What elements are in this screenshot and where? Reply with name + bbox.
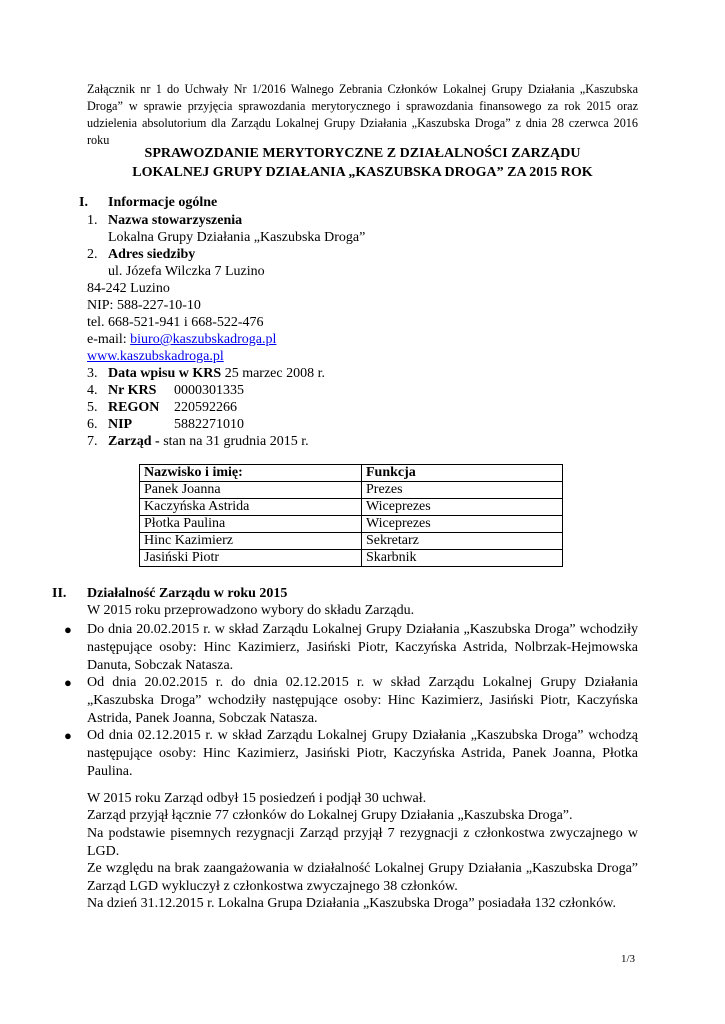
- item-label: Zarząd -: [108, 434, 160, 449]
- table-row: [140, 482, 563, 499]
- item-number: 5.: [87, 400, 98, 415]
- item-label: NIP: [108, 417, 133, 432]
- section-1-numeral: I.: [79, 195, 88, 210]
- item-label: Nr KRS: [108, 383, 157, 398]
- item-label: Data wpisu w KRS: [108, 366, 222, 381]
- item-number: 2.: [87, 247, 98, 262]
- info-item-3: [87, 365, 325, 382]
- bullet-icon: ●: [64, 675, 72, 690]
- section-2-numeral: II.: [52, 586, 67, 601]
- bullet-icon: ●: [64, 728, 72, 743]
- member-function: Wiceprezes: [362, 516, 563, 533]
- table-row: [140, 550, 563, 567]
- phone-line: tel. 668-521-941 i 668-522-476: [87, 315, 264, 330]
- member-function: Prezes: [362, 482, 563, 499]
- title-line-1: SPRAWOZDANIE MERYTORYCZNE Z DZIAŁALNOŚCI ZARZĄDU: [144, 146, 581, 161]
- bullet-text: Do dnia 20.02.2015 r. w skład Zarządu Lokalnej Grupy Działania „Kaszubska Droga” wchodziły następujące osoby: Hinc Kazimierz, Jasiński Piotr, Kaczyńska Astrida, Nolbrzak-Hejmowska Danuta, Sobczak Natasza.: [87, 622, 638, 673]
- info-item-5: [87, 399, 237, 416]
- member-name: Płotka Paulina: [140, 516, 362, 533]
- item-number: 4.: [87, 383, 98, 398]
- list-item: [64, 674, 638, 728]
- email-link[interactable]: biuro@kaszubskadroga.pl: [130, 332, 277, 347]
- column-header-function: Funkcja: [362, 465, 563, 482]
- address-city: 84-242 Luzino: [87, 281, 170, 296]
- table-header-row: [140, 465, 563, 482]
- table-row: [140, 499, 563, 516]
- annex-note: Załącznik nr 1 do Uchwały Nr 1/2016 Walnego Zebrania Członków Lokalnej Grupy Działania „Kaszubska Droga” w sprawie przyjęcia sprawozdania merytorycznego i sprawozdania finansowego za rok 2015 oraz udzielenia absolutorium dla Zarządu Lokalnej Grupy Działania „Kaszubska Droga” z dnia 28 czerwca 2016 roku: [87, 82, 638, 147]
- paragraph-exclusions: Ze względu na brak zaangażowania w działalność Lokalnej Grupy Działania „Kaszubska Droga” Zarząd LGD wykluczył z członkostwa zwyczajnego 38 członków.: [87, 861, 638, 894]
- item-value: 5882271010: [174, 417, 244, 432]
- item-number: 1.: [87, 213, 98, 228]
- info-item-6: [87, 416, 244, 433]
- item-number: 6.: [87, 417, 98, 432]
- item-value: 25 marzec 2008 r.: [221, 366, 325, 381]
- member-name: Jasiński Piotr: [140, 550, 362, 567]
- board-table: [139, 464, 563, 567]
- paragraph-admitted: Zarząd przyjął łącznie 77 członków do Lokalnej Grupy Działania „Kaszubska Droga”.: [87, 808, 573, 823]
- title-line-2: LOKALNEJ GRUPY DZIAŁANIA „KASZUBSKA DROGA” ZA 2015 ROK: [132, 165, 593, 180]
- member-name: Kaczyńska Astrida: [140, 499, 362, 516]
- column-header-name: Nazwisko i imię:: [140, 465, 362, 482]
- section-2-heading: Działalność Zarządu w roku 2015: [87, 586, 288, 601]
- item-label: REGON: [108, 400, 160, 415]
- section-1-heading: Informacje ogólne: [108, 195, 218, 210]
- nip-line: NIP: 588-227-10-10: [87, 298, 201, 313]
- paragraph-resignations: Na podstawie pisemnych rezygnacji Zarząd przyjął 7 rezygnacji z członkostwa zwyczajnego w LGD.: [87, 826, 638, 859]
- item-value: 220592266: [174, 400, 237, 415]
- website-line: [87, 348, 224, 365]
- member-function: Wiceprezes: [362, 499, 563, 516]
- item-number: 3.: [87, 366, 98, 381]
- table-row: [140, 516, 563, 533]
- bullet-text: Od dnia 02.12.2015 r. w skład Zarządu Lokalnej Grupy Działania „Kaszubska Droga” wchodzą następujące osoby: Hinc Kazimierz, Jasiński Piotr, Kaczyńska Astrida, Panek Joanna, Płotka Paulina.: [87, 728, 638, 779]
- item-number: 7.: [87, 434, 98, 449]
- info-item-1: [87, 212, 242, 229]
- member-function: Skarbnik: [362, 550, 563, 567]
- page-number: 1/3: [621, 953, 636, 965]
- info-item-2: [87, 246, 195, 263]
- list-item: [64, 621, 638, 675]
- item-value: 0000301335: [174, 383, 244, 398]
- document-title: [87, 144, 638, 182]
- list-item: [64, 727, 638, 781]
- association-name: Lokalna Grupy Działania „Kaszubska Droga”: [108, 230, 366, 245]
- member-name: Panek Joanna: [140, 482, 362, 499]
- paragraph-meetings: W 2015 roku Zarząd odbył 15 posiedzeń i podjął 30 uchwał.: [87, 791, 427, 806]
- item-label: Nazwa stowarzyszenia: [108, 213, 243, 228]
- paragraph-members-count: Na dzień 31.12.2015 r. Lokalna Grupa Działania „Kaszubska Droga” posiadała 132 członków.: [87, 896, 616, 911]
- email-label: e-mail:: [87, 332, 131, 347]
- address-street: ul. Józefa Wilczka 7 Luzino: [108, 264, 265, 279]
- section-2-intro: W 2015 roku przeprowadzono wybory do składu Zarządu.: [87, 603, 415, 618]
- member-function: Sekretarz: [362, 533, 563, 550]
- table-row: [140, 533, 563, 550]
- info-item-7: [87, 433, 309, 450]
- website-link[interactable]: www.kaszubskadroga.pl: [87, 349, 224, 364]
- info-item-4: [87, 382, 244, 399]
- item-label: Adres siedziby: [108, 247, 196, 262]
- email-line: [87, 331, 276, 348]
- item-value: stan na 31 grudnia 2015 r.: [159, 434, 309, 449]
- bullet-icon: ●: [64, 622, 72, 637]
- member-name: Hinc Kazimierz: [140, 533, 362, 550]
- bullet-text: Od dnia 20.02.2015 r. do dnia 02.12.2015 r. w skład Zarządu Lokalnej Grupy Działania „Kaszubska Droga” wchodziły następujące osoby: Hinc Kazimierz, Jasiński Piotr, Kaczyńska Astrida, Panek Joanna, Sobczak Natasza.: [87, 675, 638, 726]
